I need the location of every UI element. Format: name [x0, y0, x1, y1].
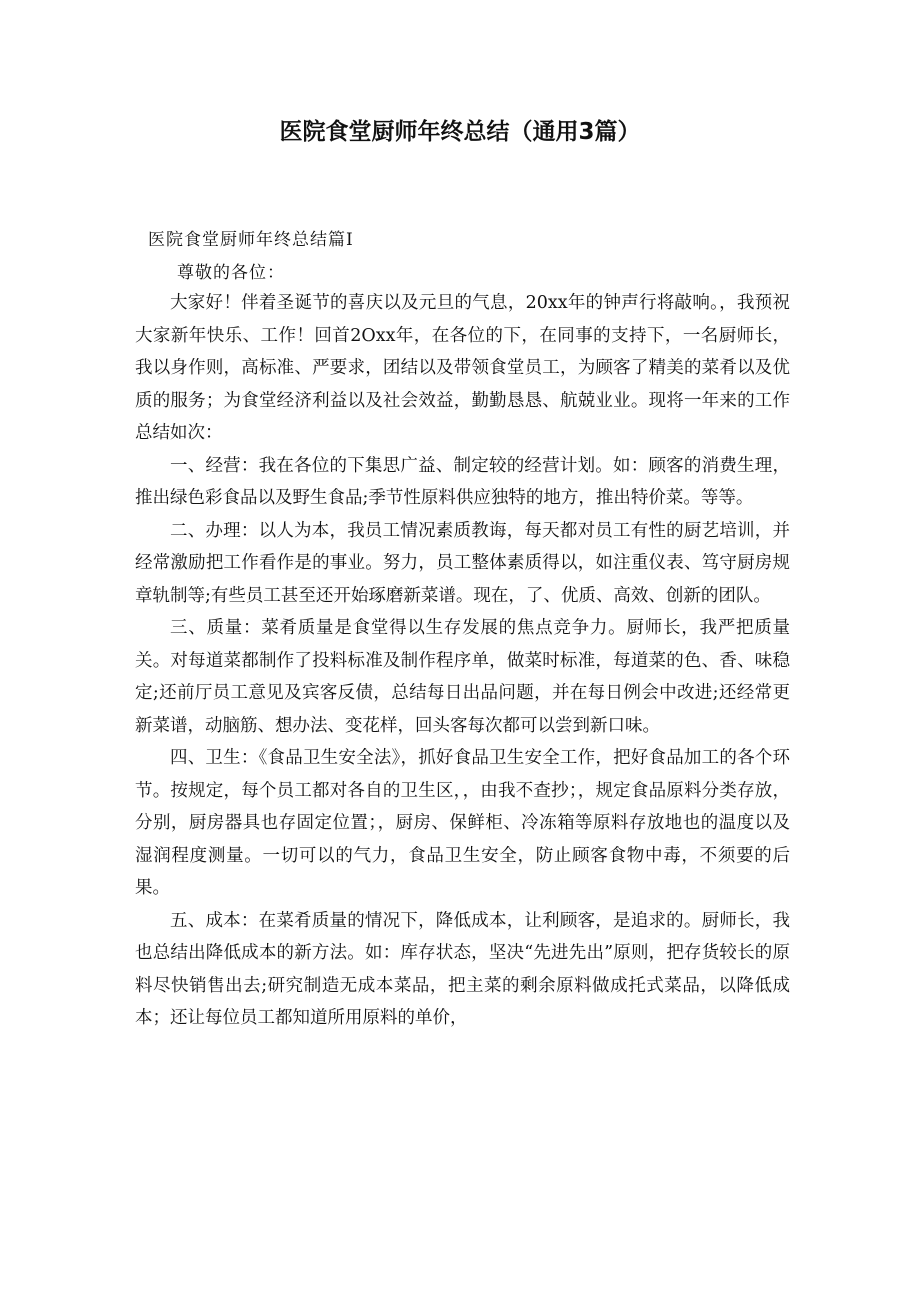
paragraph-hygiene: 四、卫生：《食品卫生安全法》，抓好食品卫生安全工作，把好食品加工的各个环节。按规定，每个员工都对各自的卫生区，，由我不查抄；，规定食品原料分类存放，分别，厨房器具也存固定位置；，厨房、保鲜柜、冷冻箱等原料存放地也的温度以及湿润程度测量。一切可以的气力，食品卫生安全，防止顾客食物中毒，不须要的后果。: [135, 748, 790, 898]
salutation: 尊敬的各位：: [177, 263, 285, 283]
document-body: [135, 287, 790, 1035]
paragraph-quality: 三、质量：菜肴质量是食堂得以生存发展的焦点竞争力。厨师长，我严把质量关。对每道菜都制作了投料标准及制作程序单，做菜时标准，每道菜的色、香、味稳定;还前厅员工意见及宾客反债，总结每日出品问题，并在每日例会中改进;还经常更新菜谱，动脑筋、想办法、变花样，回头客每次都可以尝到新口味。: [135, 618, 790, 736]
paragraph-management: 二、办理：以人为本，我员工情况素质教诲，每天都对员工有性的厨艺培训，并经常激励把工作看作是的事业。努力，员工整体素质得以，如注重仪表、笃守厨房规章轨制等;有些员工甚至还开始琢磨新菜谱。现在，了、优质、高效、创新的团队。: [135, 520, 790, 606]
document-title: 医院食堂厨师年终总结（通用3篇）: [279, 119, 641, 145]
paragraph-intro: 大家好！伴着圣诞节的喜庆以及元旦的气息，20xx年的钟声行将敲响。，我预祝大家新年快乐、工作！回首2Oxx年，在各位的下，在同事的支持下，一名厨师长，我以身作则，高标准、严要求，团结以及带领食堂员工，为顾客了精美的菜肴以及优质的服务；为食堂经济利益以及社会效益，勤勤恳恳、航兢业业。现将一年来的工作总结如次：: [135, 293, 790, 443]
section-heading: 医院食堂厨师年终总结篇I: [148, 230, 354, 250]
paragraph-operation: 一、经营：我在各位的下集思广益、制定较的经营计划。如：顾客的消费生理，推出绿色彩食品以及野生食品;季节性原料供应独特的地方，推出特价菜。等等。: [135, 455, 790, 508]
paragraph-cost: 五、成本：在菜肴质量的情况下，降低成本，让利顾客，是追求的。厨师长，我也总结出降低成本的新方法。如：库存状态，坚决“先进先出”原则，把存货较长的原料尽快销售出去;研究制造无成本菜品，把主菜的剩余原料做成托式菜品，以降低成本；还让每位员工都知道所用原料的单价，: [135, 910, 790, 1028]
